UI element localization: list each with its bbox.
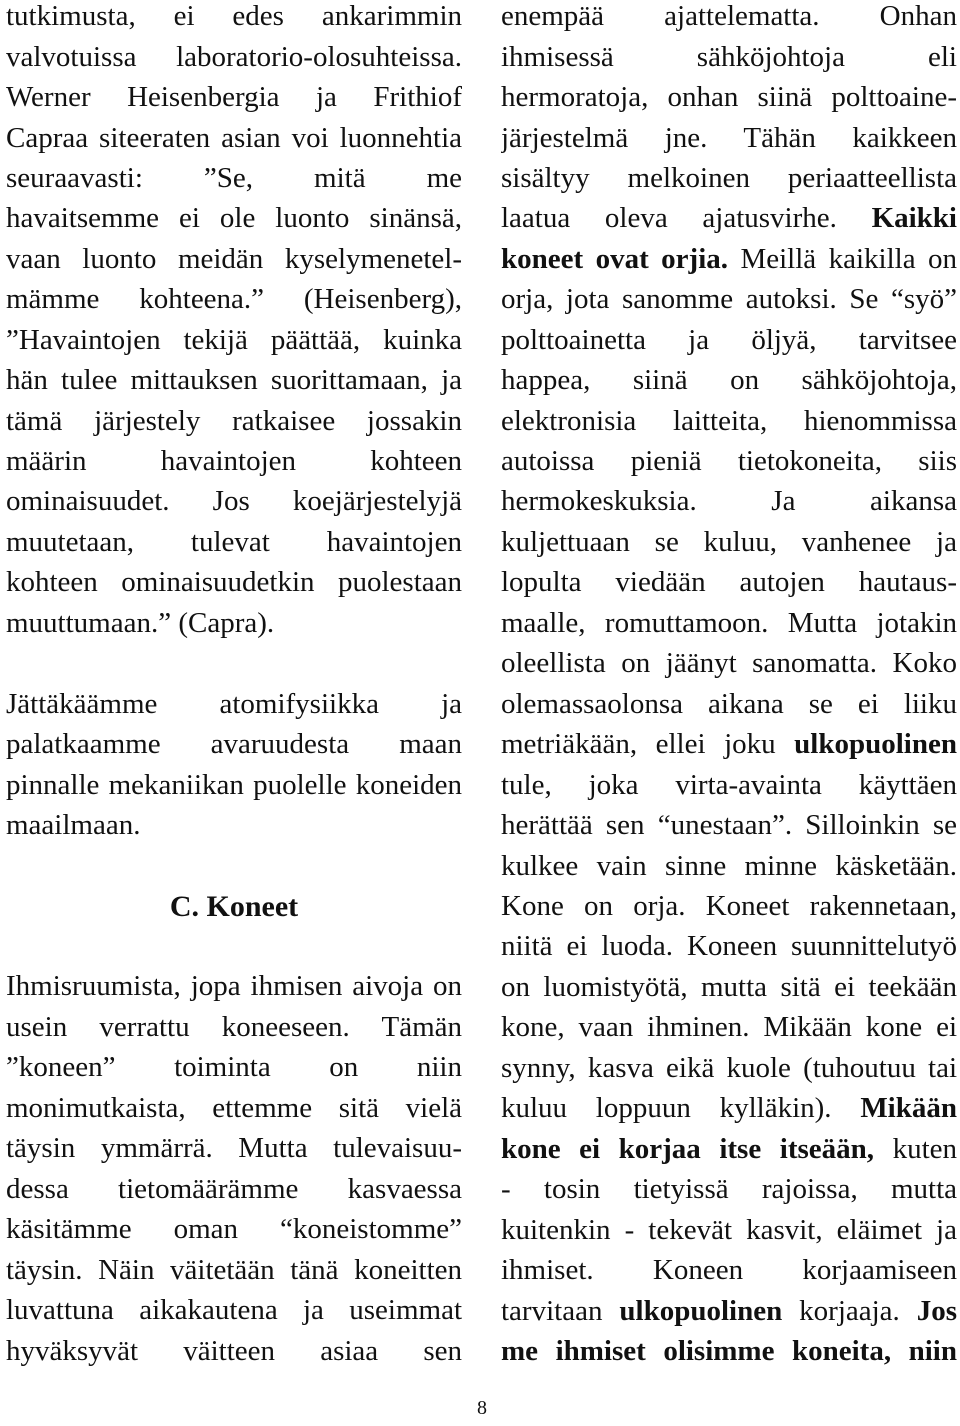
bold-text: Jos xyxy=(916,1295,957,1327)
text-line: on luomistyötä, mutta sitä ei teekään xyxy=(501,971,957,1003)
text-line: maailmaan. xyxy=(6,809,141,841)
text-segment: metriäkään, ellei joku xyxy=(501,728,776,760)
text-segment: laatua oleva ajatusvirhe. xyxy=(501,202,837,234)
text-line: elektronisia laitteita, hienommissa xyxy=(501,405,957,437)
bold-text: koneet ovat orjia. xyxy=(501,243,729,275)
text-segment: Meillä kaikilla on xyxy=(740,243,957,275)
text-line: autoissa pieniä tietokoneita, siis xyxy=(501,445,957,477)
text-line: ”Havaintojen tekijä päättää, kuinka xyxy=(6,324,462,356)
text-line: hyväksyvät väitteen asiaa sen xyxy=(6,1335,462,1367)
text-line: lopulta viedään autojen hautaus- xyxy=(501,566,957,598)
text-line: kuljettuaan se kuluu, vanhenee ja xyxy=(501,526,957,558)
text-line: polttoainetta ja öljyä, tarvitsee xyxy=(501,324,957,356)
text-line: täysin ymmärrä. Mutta tulevaisuu- xyxy=(6,1132,462,1164)
text-line: kohteen ominaisuudetkin puolestaan xyxy=(6,566,462,598)
section-heading: C. Koneet xyxy=(169,890,299,923)
bold-text: Mikään xyxy=(860,1092,957,1124)
text-line: vaan luonto meidän kyselymenetel- xyxy=(6,243,462,275)
bold-text: ulkopuolinen xyxy=(619,1295,783,1327)
text-line: ihmisessä sähköjohtoja eli xyxy=(501,41,957,73)
text-line xyxy=(501,1088,957,1128)
text-segment: korjaaja. xyxy=(799,1295,900,1327)
text-line: monimutkaista, ettemme sitä vielä xyxy=(6,1092,462,1124)
text-line: palatkaamme avaruudesta maan xyxy=(6,728,462,760)
bold-text: ulkopuolinen xyxy=(794,728,957,760)
bold-text: Kaikki xyxy=(871,202,957,234)
text-line: kone, vaan ihminen. Mikään kone ei xyxy=(501,1011,957,1043)
text-segment: kuten xyxy=(892,1133,957,1165)
text-line: muuttumaan.” (Capra). xyxy=(6,607,275,639)
text-line: tämä järjestely ratkaisee jossakin xyxy=(6,405,462,437)
text-line xyxy=(501,1129,957,1169)
text-line: niitä ei luoda. Koneen suunnittelutyö xyxy=(501,930,957,962)
text-line: luvattuna aikakautena ja useimmat xyxy=(6,1294,462,1326)
text-line: ominaisuudet. Jos koejärjestelyjä xyxy=(6,485,462,517)
text-line xyxy=(501,724,957,764)
text-line: seuraavasti: ”Se, mitä me xyxy=(6,162,462,194)
bold-text: me ihmiset olisimme koneita, niin xyxy=(501,1335,957,1367)
text-line: käsitämme oman “koneistomme” xyxy=(6,1213,462,1245)
text-line: tutkimusta, ei edes ankarimmin xyxy=(6,0,462,32)
text-line: muutetaan, tulevat havaintojen xyxy=(6,526,462,558)
text-line xyxy=(501,1291,957,1331)
text-line: mämme kohteena.” (Heisenberg), xyxy=(6,283,462,315)
text-line: valvotuissa laboratorio-olosuhteissa. xyxy=(6,41,462,73)
text-line: Ihmisruumista, jopa ihmisen aivoja on xyxy=(6,970,462,1002)
text-line: - tosin tietyissä rajoissa, mutta xyxy=(501,1173,957,1205)
text-line: kulkee vain sinne minne käsketään. xyxy=(501,850,957,882)
text-line: herättää sen “unestaan”. Silloinkin se xyxy=(501,809,957,841)
text-line: usein verrattu koneeseen. Tämän xyxy=(6,1011,462,1043)
text-segment: tarvitaan xyxy=(501,1295,603,1327)
text-line: määrin havaintojen kohteen xyxy=(6,445,462,477)
text-line: maalle, romuttamoon. Mutta jotakin xyxy=(501,607,957,639)
text-line: Werner Heisenbergia ja Frithiof xyxy=(6,81,462,113)
text-line: tule, joka virta-avainta käyttäen xyxy=(501,769,957,801)
text-line: hän tulee mittauksen suorittamaan, ja xyxy=(6,364,462,396)
text-line: hermokeskuksia. Ja aikansa xyxy=(501,485,957,517)
text-line: synny, kasva eikä kuole (tuhoutuu tai xyxy=(501,1052,957,1084)
page-number: 8 xyxy=(477,1397,487,1419)
text-line: pinnalle mekaniikan puolelle koneiden xyxy=(6,769,462,801)
text-line: hermoratoja, onhan siinä polttoaine- xyxy=(501,81,957,113)
text-line: Kone on orja. Koneet rakennetaan, xyxy=(501,890,957,922)
text-line: kuitenkin - tekevät kasvit, eläimet ja xyxy=(501,1214,957,1246)
text-line xyxy=(501,1331,957,1371)
bold-text: kone ei korjaa itse itseään, xyxy=(501,1133,875,1165)
text-line: ihmiset. Koneen korjaamiseen xyxy=(501,1254,957,1286)
text-line: havaitsemme ei ole luonto sinänsä, xyxy=(6,202,462,234)
text-line: ”koneen” toiminta on niin xyxy=(6,1051,462,1083)
text-segment: kuluu loppuun kylläkin). xyxy=(501,1092,832,1124)
text-line xyxy=(501,198,957,238)
text-line: täysin. Näin väitetään tänä koneitten xyxy=(6,1254,462,1286)
text-line: orja, jota sanomme autoksi. Se “syö” xyxy=(501,283,957,315)
text-line: Capraa siteeraten asian voi luonnehtia xyxy=(6,122,462,154)
text-line xyxy=(501,239,957,279)
text-line: sisältyy melkoinen periaatteellista xyxy=(501,162,957,194)
text-line: järjestelmä jne. Tähän kaikkeen xyxy=(501,122,957,154)
text-line: happea, siinä on sähköjohtoja, xyxy=(501,364,957,396)
text-line: Jättäkäämme atomifysiikka ja xyxy=(6,688,462,720)
text-line: oleellista on jäänyt sanomatta. Koko xyxy=(501,647,957,679)
text-line: dessa tietomäärämme kasvaessa xyxy=(6,1173,462,1205)
text-line: olemassaolonsa aikana se ei liiku xyxy=(501,688,957,720)
text-line: enempää ajattelematta. Onhan xyxy=(501,0,957,32)
